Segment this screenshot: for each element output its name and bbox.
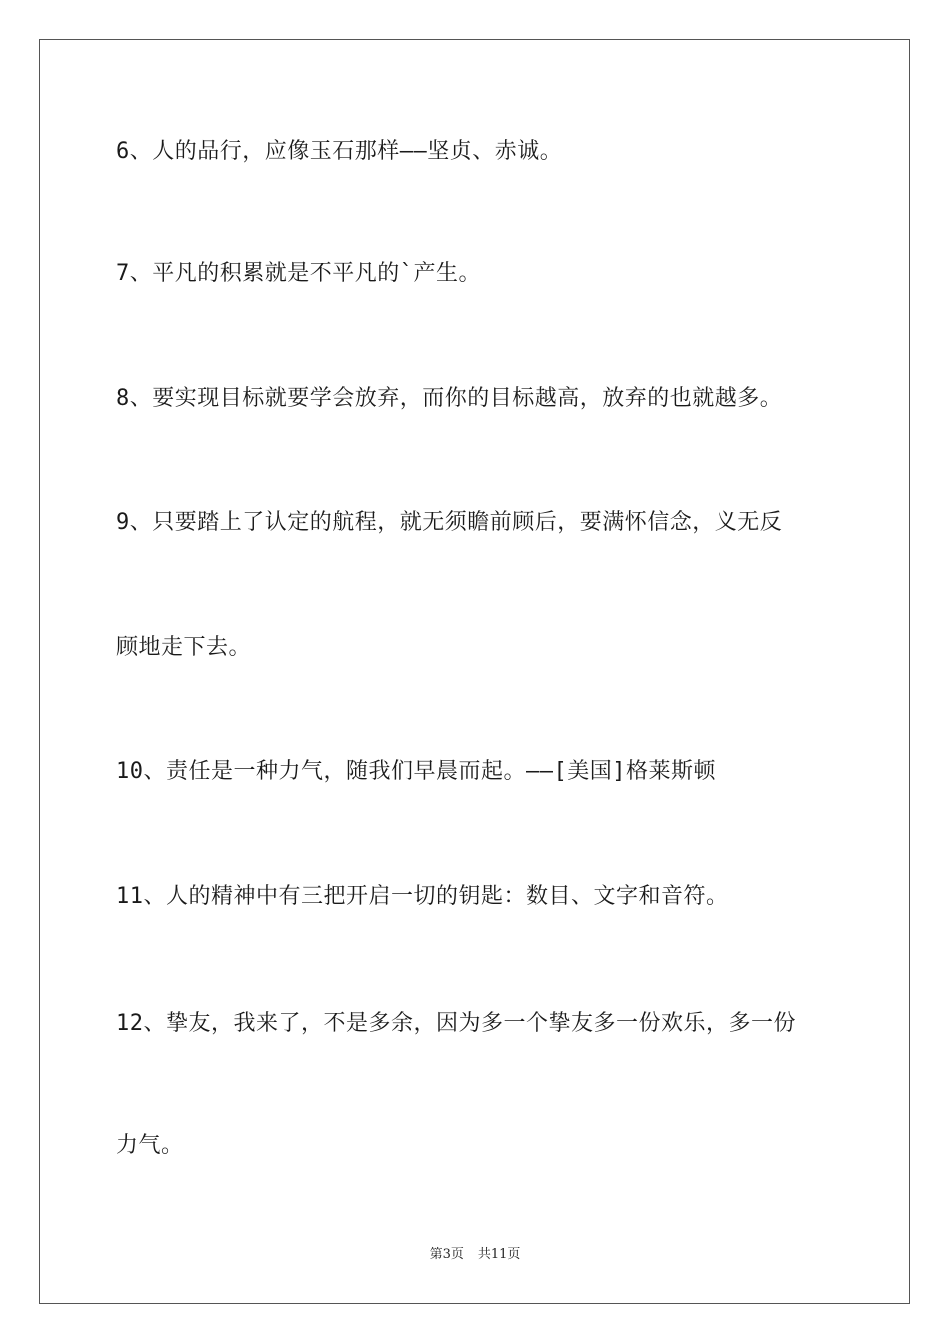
quote-line-12a: 12、挚友，我来了，不是多余，因为多一个挚友多一份欢乐，多一份 <box>116 1011 796 1036</box>
quote-line-9a: 9、只要踏上了认定的航程，就无须瞻前顾后，要满怀信念，义无反 <box>116 510 783 535</box>
page-number: 第3页 <box>429 1247 464 1262</box>
page-total: 共11页 <box>477 1247 521 1262</box>
quote-line-12b: 力气。 <box>116 1133 184 1158</box>
quote-line-11: 11、人的精神中有三把开启一切的钥匙：数目、文字和音符。 <box>116 884 729 909</box>
quote-line-10: 10、责任是一种力气，随我们早晨而起。——[美国]格莱斯顿 <box>116 759 716 784</box>
quote-line-7: 7、平凡的积累就是不平凡的`产生。 <box>116 261 481 286</box>
page-frame <box>39 39 910 1304</box>
page-footer <box>0 1246 950 1264</box>
quote-line-8: 8、要实现目标就要学会放弃，而你的目标越高，放弃的也就越多。 <box>116 386 783 411</box>
quote-line-6: 6、人的品行，应像玉石那样——坚贞、赤诚。 <box>116 139 563 164</box>
quote-line-9b: 顾地走下去。 <box>116 635 252 660</box>
